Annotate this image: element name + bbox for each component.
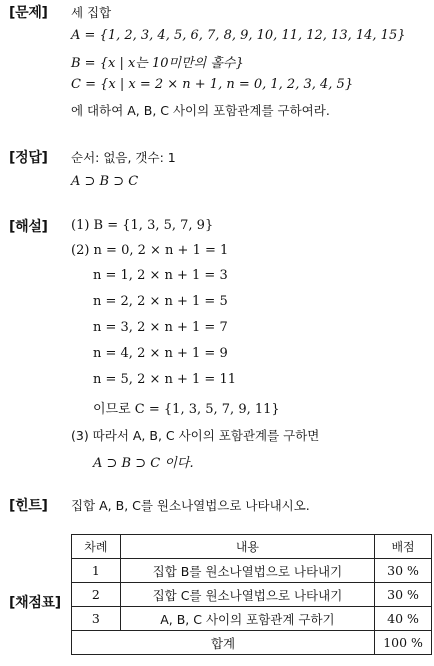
- total-label: 합계: [72, 631, 375, 655]
- hint-text: 집합 A, B, C를 원소나열법으로 나타내시오.: [71, 498, 310, 513]
- explanation-step1: (1) B = {1, 3, 5, 7, 9}: [71, 218, 214, 233]
- set-a: A = {1, 2, 3, 4, 5, 6, 7, 8, 9, 10, 11, 12, 13, 14, 15}: [71, 28, 406, 43]
- set-b: B = {x | x는 10미만의 홀수}: [71, 56, 244, 71]
- answer-meta: 순서: 없음, 갯수: 1: [71, 150, 176, 165]
- problem-intro: 세 집합: [71, 5, 112, 20]
- rubric-table: [71, 534, 432, 655]
- column-header: 배점: [375, 535, 432, 559]
- row-score: 30 %: [375, 559, 432, 583]
- problem-label: [문제]: [9, 5, 48, 21]
- explanation-step3: (3) 따라서 A, B, C 사이의 포함관계를 구하면: [71, 428, 320, 443]
- row-score: 40 %: [375, 607, 432, 631]
- rubric-label: [채점표]: [9, 595, 61, 611]
- explanation-label: [해설]: [9, 219, 48, 235]
- answer-result: A ⊃ B ⊃ C: [71, 174, 139, 189]
- table-header-row: [72, 535, 432, 559]
- explanation-step2-line: n = 5, 2 × n + 1 = 11: [93, 372, 236, 387]
- column-header: 내용: [120, 535, 374, 559]
- set-c: C = {x | x = 2 × n + 1, n = 0, 1, 2, 3, 4, 5}: [71, 77, 354, 92]
- explanation-step2-line: n = 3, 2 × n + 1 = 7: [93, 320, 228, 335]
- row-content: 집합 C를 원소나열법으로 나타내기: [120, 583, 374, 607]
- row-order: 1: [72, 559, 121, 583]
- answer-label: [정답]: [9, 150, 48, 166]
- explanation-step2-line: n = 1, 2 × n + 1 = 3: [93, 268, 228, 283]
- table-row: [72, 583, 432, 607]
- table-row: [72, 607, 432, 631]
- column-header: 차례: [72, 535, 121, 559]
- table-total-row: [72, 631, 432, 655]
- explanation-step2-conclusion: 이므로 C = {1, 3, 5, 7, 9, 11}: [93, 402, 280, 417]
- hint-label: [힌트]: [9, 498, 48, 514]
- problem-question: 에 대하여 A, B, C 사이의 포함관계를 구하여라.: [71, 103, 330, 118]
- explanation-step3-result: A ⊃ B ⊃ C 이다.: [93, 456, 194, 471]
- total-value: 100 %: [375, 631, 432, 655]
- explanation-step2-line: (2) n = 0, 2 × n + 1 = 1: [71, 243, 229, 258]
- table-row: [72, 559, 432, 583]
- row-score: 30 %: [375, 583, 432, 607]
- row-order: 3: [72, 607, 121, 631]
- row-content: 집합 B를 원소나열법으로 나타내기: [120, 559, 374, 583]
- row-content: A, B, C 사이의 포함관계 구하기: [120, 607, 374, 631]
- row-order: 2: [72, 583, 121, 607]
- explanation-step2-line: n = 4, 2 × n + 1 = 9: [93, 346, 228, 361]
- explanation-step2-line: n = 2, 2 × n + 1 = 5: [93, 294, 228, 309]
